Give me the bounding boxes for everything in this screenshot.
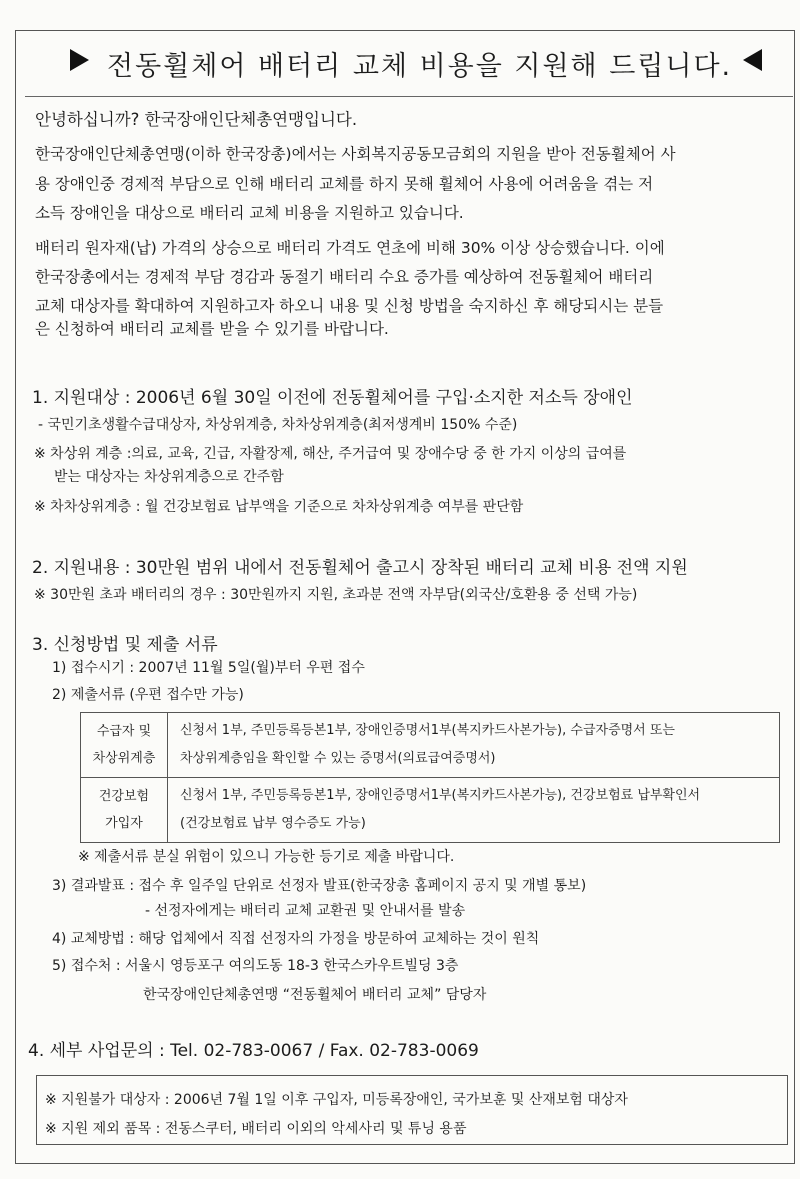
section1-line: ※ 차차상위계층 : 월 건강보험료 납부액을 기준으로 차차상위계층 여부를 판단함 bbox=[34, 499, 524, 515]
cell-line: 가입자 bbox=[105, 816, 143, 831]
table-cell-docs bbox=[168, 713, 780, 778]
section3-item: 5) 접수처 : 서울시 영등포구 여의도동 18-3 한국스카우트빌딩 3층 bbox=[52, 958, 459, 974]
table-note: ※ 제출서류 분실 위험이 있으니 가능한 등기로 제출 바랍니다. bbox=[78, 849, 455, 865]
notice-box bbox=[36, 1075, 788, 1145]
triangle-left-icon bbox=[743, 49, 762, 71]
section3-heading: 3. 신청방법 및 제출 서류 bbox=[32, 635, 218, 655]
section1-line: ※ 차상위 계층 :의료, 교육, 긴급, 자활장제, 해산, 주거급여 및 장애수당 중 한 가지 이상의 급여를 bbox=[34, 446, 627, 462]
cell-line: 신청서 1부, 주민등록등본1부, 장애인증명서1부(복지카드사본가능), 수급자증명서 또는 bbox=[180, 723, 675, 738]
section3-item: 1) 접수시기 : 2007년 11월 5일(월)부터 우편 접수 bbox=[52, 660, 365, 676]
section3-item: 2) 제출서류 (우편 접수만 가능) bbox=[52, 687, 244, 703]
table-row bbox=[81, 778, 780, 843]
section1-line: - 국민기초생활수급대상자, 차상위계층, 차차상위계층(최저생계비 150% 수준) bbox=[38, 417, 518, 433]
section1-heading: 1. 지원대상 : 2006년 6월 30일 이전에 전동휠체어를 구입·소지한 저소득 장애인 bbox=[32, 388, 633, 408]
intro2-line: 배터리 원자재(납) 가격의 상승으로 배터리 가격도 연초에 비해 30% 이상 상승했습니다. 이에 bbox=[35, 239, 665, 257]
intro-line: 소득 장애인을 대상으로 배터리 교체 비용을 지원하고 있습니다. bbox=[35, 204, 464, 222]
section3-subitem: 한국장애인단체총연맹 “전동휠체어 배터리 교체” 담당자 bbox=[143, 987, 487, 1003]
cell-line: 건강보험 bbox=[98, 789, 150, 804]
table-cell-type bbox=[81, 713, 168, 778]
intro2-line: 교체 대상자를 확대하여 지원하고자 하오니 내용 및 신청 방법을 숙지하신 후 해당되시는 분들 bbox=[35, 297, 664, 315]
section2-note: ※ 30만원 초과 배터리의 경우 : 30만원까지 지원, 초과분 전액 자부담(외국산/호환용 중 선택 가능) bbox=[34, 587, 638, 603]
table-row bbox=[81, 713, 780, 778]
page-title: 전동휠체어 배터리 교체 비용을 지원해 드립니다. bbox=[107, 51, 733, 82]
section3-subitem: - 선정자에게는 배터리 교체 교환권 및 안내서를 발송 bbox=[145, 903, 466, 919]
section4-heading: 4. 세부 사업문의 : Tel. 02-783-0067 / Fax. 02-783-0069 bbox=[28, 1041, 479, 1061]
table-cell-type bbox=[81, 778, 168, 843]
cell-line: 신청서 1부, 주민등록등본1부, 장애인증명서1부(복지카드사본가능), 건강보험료 납부확인서 bbox=[180, 788, 701, 803]
section1-line: 받는 대상자는 차상위계층으로 간주함 bbox=[54, 469, 284, 485]
intro2-line: 한국장총에서는 경제적 부담 경감과 동절기 배터리 수요 증가를 예상하여 전동휠체어 배터리 bbox=[35, 268, 654, 286]
cell-line: 수급자 및 bbox=[96, 724, 152, 739]
notice-line: ※ 지원불가 대상자 : 2006년 7월 1일 이후 구입자, 미등록장애인, 국가보훈 및 산재보험 대상자 bbox=[45, 1092, 628, 1108]
section2-heading: 2. 지원내용 : 30만원 범위 내에서 전동휠체어 출고시 장착된 배터리 교체 비용 전액 지원 bbox=[32, 558, 688, 578]
section3-item: 4) 교체방법 : 해당 업체에서 직접 선정자의 가정을 방문하여 교체하는 것이 원칙 bbox=[52, 931, 540, 947]
cell-line: 차상위계층 bbox=[92, 751, 156, 766]
title-banner bbox=[25, 30, 793, 97]
greeting: 안녕하십니까? 한국장애인단체총연맹입니다. bbox=[35, 110, 358, 129]
intro-line: 용 장애인중 경제적 부담으로 인해 배터리 교체를 하지 못해 휠체어 사용에 어려움을 겪는 저 bbox=[35, 175, 654, 193]
section3-item: 3) 결과발표 : 접수 후 일주일 단위로 선정자 발표(한국장총 홈페이지 공지 및 개별 통보) bbox=[52, 878, 587, 894]
cell-line: 차상위계층임을 확인할 수 있는 증명서(의료급여증명서) bbox=[180, 751, 496, 766]
cell-line: (건강보험료 납부 영수증도 가능) bbox=[180, 816, 366, 831]
documents-table bbox=[80, 712, 780, 843]
table-cell-docs bbox=[168, 778, 780, 843]
intro-line: 한국장애인단체총연맹(이하 한국장총)에서는 사회복지공동모금회의 지원을 받아 전동휠체어 사 bbox=[35, 145, 676, 163]
triangle-right-icon bbox=[70, 49, 89, 71]
intro2-line: 은 신청하여 배터리 교체를 받을 수 있기를 바랍니다. bbox=[35, 320, 389, 338]
notice-line: ※ 지원 제외 품목 : 전동스쿠터, 배터리 이외의 악세사리 및 튜닝 용품 bbox=[45, 1121, 467, 1137]
